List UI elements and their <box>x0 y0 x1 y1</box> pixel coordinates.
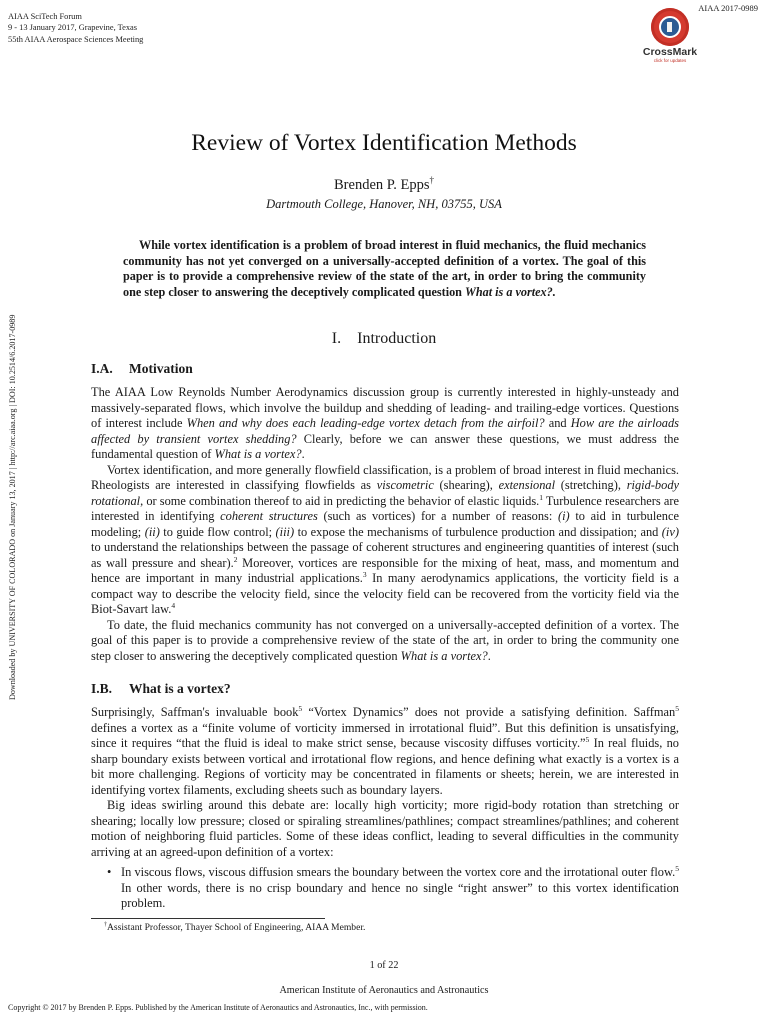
bullet-item <box>107 865 679 912</box>
conference-info <box>8 11 143 45</box>
paper-title: Review of Vortex Identification Methods <box>191 130 577 156</box>
section-title: Introduction <box>357 330 437 347</box>
crossmark-label: CrossMark <box>642 46 698 58</box>
citation: 5 <box>585 734 590 744</box>
section-number: I. <box>331 330 342 347</box>
subsection-title: Motivation <box>129 361 193 376</box>
conference-line: AIAA SciTech Forum <box>8 12 82 21</box>
footnote-rule <box>91 918 325 919</box>
bullet-icon: • <box>107 865 112 879</box>
paper-id: AIAA 2017-0989 <box>698 3 758 13</box>
paragraph: Surprisingly, Saffman's invaluable book$^5$ “Vortex Dynamics” does not provide a satisfying definition. Saffman$^5$ defines a vortex as a “finite volume of vorticity immersed in irrotational fluid”. But this definition is unsatisfying, since it requires “that the fluid is ideal to make strict sense, because viscosity diffuses vorticity.”$^5$ In real fluids, no sharp boundary exists between vortical and irrotational flow regions, and hence defining what exactly is a vortex is a bit more challenging. Regions of vorticity may be concentrated in filaments or sheets; herein, we are interested in identifying vortex filaments, excluding sheets such as boundary layers. <box>91 703 679 797</box>
author-mark: † <box>429 175 434 185</box>
subsection-heading-motivation <box>91 361 193 377</box>
citation: 1 <box>539 492 544 502</box>
affiliation: Dartmouth College, Hanover, NH, 03755, USA <box>266 197 502 211</box>
motivation-body <box>91 385 679 664</box>
subsection-title: What is a vortex? <box>129 681 231 696</box>
citation: 5 <box>675 703 679 713</box>
what-is-body <box>91 705 679 860</box>
paragraph: Big ideas swirling around this debate are: locally high vorticity; more rigid-body rotation than stretching or shearing; locally low pressure; closed or spiraling streamlines/pathlines; compact streamlines/pathlines; and coherent motion of neighboring fluid particles. Some of these ideas conflict, leading to several difficulties in the community arriving at an agreed-upon definition of a vortex: <box>91 798 679 859</box>
citation: 3 <box>362 569 367 579</box>
abstract-question: What is a vortex?. <box>465 284 556 299</box>
copyright: Copyright © 2017 by Brenden P. Epps. Published by the American Institute of Aeronautics and Astronautics, Inc., with permission. <box>8 1003 428 1012</box>
page-number: 1 of 22 <box>369 960 399 971</box>
author-line <box>0 175 768 194</box>
crossmark-badge[interactable] <box>640 8 700 63</box>
subsection-number: I.A. <box>91 361 113 376</box>
author-name: Brenden P. Epps <box>334 176 430 193</box>
paragraph: The AIAA Low Reynolds Number Aerodynamics discussion group is currently interested in highly-unsteady and massively-separated flows, which involve the buildup and shedding of leading- and trailing-edge vortices. Questions of interest include When and why does each leading-edge vortex detach from the airfoil? and How are the airloads affected by transient vortex shedding? Clearly, before we can answer these questions, we must address the fundamental question of What is a vortex?. <box>91 385 679 461</box>
citation: 4 <box>171 600 176 610</box>
footnote <box>104 922 365 933</box>
abstract-text: While vortex identification is a problem of broad interest in fluid mechanics, the fluid mechanics community has not yet converged on a universally-accepted definition of a vortex. The goal of this paper is to provide a comprehensive review of the state of the art, in order to bring the community one step closer to answering the deceptively complicated question <box>123 238 646 299</box>
subsection-heading-what-is <box>91 681 231 697</box>
publisher: American Institute of Aeronautics and Astronautics <box>279 985 489 996</box>
paragraph: Vortex identification, and more generally flowfield classification, is a problem of broad interest in fluid mechanics. Rheologists are interested in classifying flowfields as viscometric (shearing), extensional (stretching), rigid-body rotational, or some combination thereof to aid in predicting the behavior of elastic liquids.$^1$ Turbulence researchers are interested in identifying coherent structures (such as vortices) for a number of reasons: (i) to aid in turbulence modeling; (ii) to guide flow control; (iii) to expose the mechanisms of turbulence production and dissipation; and (iv) to understand the relationships between the passage of coherent structures and engineering quantities of interest (such as wall pressure and shear).$^2$ Moreover, vortices are responsible for the mixing of heat, mass, and momentum and hence are important in many industrial applications.$^3$ In many aerodynamics applications, the vorticity field is a compact way to describe the velocity field, since the velocity field can be recovered from the vorticity field via the Biot-Savart law.$^4$ <box>91 462 680 616</box>
citation: 5 <box>675 863 679 873</box>
footnote-text: Assistant Professor, Thayer School of Engineering, AIAA Member. <box>107 922 366 934</box>
conference-line: 9 - 13 January 2017, Grapevine, Texas <box>8 23 138 33</box>
footnote-mark: † <box>104 922 107 928</box>
abstract <box>123 238 646 300</box>
section-heading <box>0 330 768 348</box>
citation: 2 <box>233 554 238 564</box>
download-sidebar: Downloaded by UNIVERSITY OF COLORADO on January 13, 2017 | http://arc.aiaa.org | DOI: 10.2514/6.2017-0989 <box>8 314 17 700</box>
paragraph: To date, the fluid mechanics community has not converged on a universally-accepted definition of a vortex. The goal of this paper is to provide a comprehensive review of the state of the art, in order to bring the community one step closer to answering the deceptively complicated question What is a vortex?. <box>91 617 679 663</box>
subsection-number: I.B. <box>91 681 113 696</box>
crossmark-icon <box>651 8 689 46</box>
crossmark-sub: click for updates <box>653 58 687 63</box>
conference-line: 55th AIAA Aerospace Sciences Meeting <box>8 34 144 44</box>
citation: 5 <box>298 703 303 713</box>
bullet-text: In viscous flows, viscous diffusion smears the boundary between the vortex core and the irrotational outer flow.$^5$ In other words, there is no crisp boundary and hence no single “right answer” to this vortex identification problem. <box>121 863 679 910</box>
